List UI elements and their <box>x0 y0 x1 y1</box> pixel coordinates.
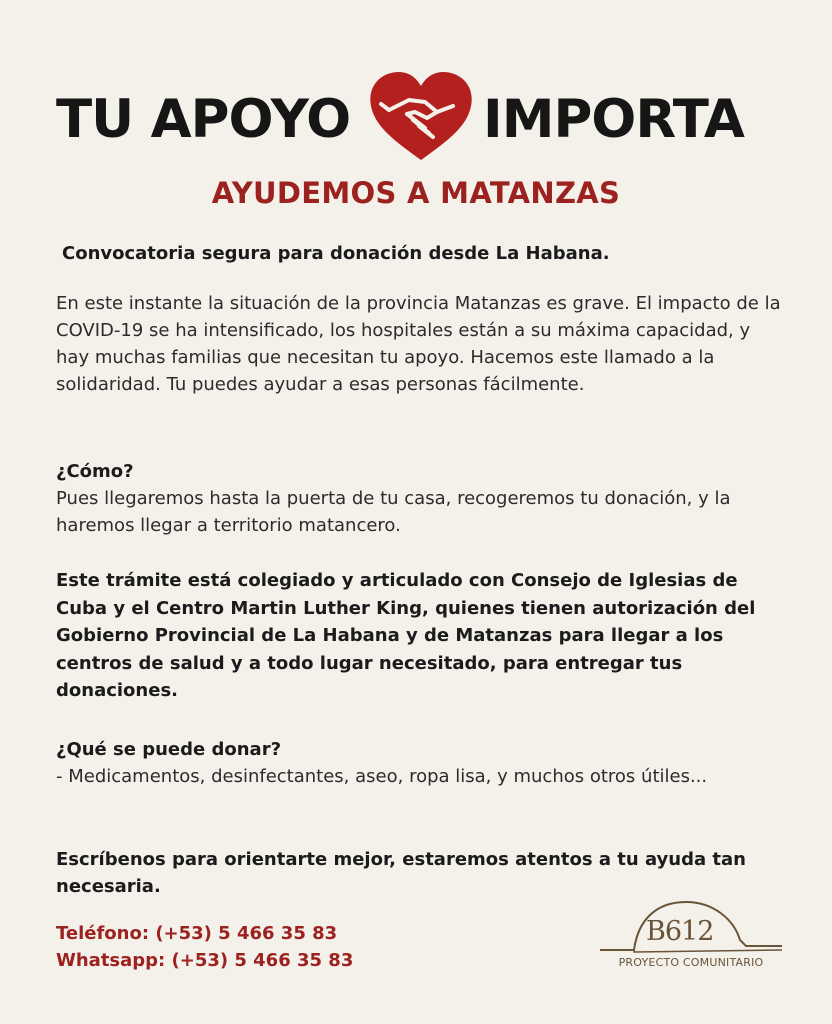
question-what: ¿Qué se puede donar? <box>56 739 282 760</box>
answer-what: - Medicamentos, desinfectantes, aseo, ropa lisa, y muchos otros útiles... <box>56 766 708 787</box>
subtitle: AYUDEMOS A MATANZAS <box>211 176 621 210</box>
heart-handshake-icon <box>367 70 475 164</box>
intro-paragraph: En este instante la situación de la provincia Matanzas es grave. El impacto de la COVID-19 se ha intensificado, los hospitales están a su máxima capacidad, y hay muchas familias que necesitan tu apoyo. Hacemos este llamado a la solidaridad. Tu puedes ayudar a esas personas fácilmente. <box>56 293 781 395</box>
headline-word-right: IMPORTA <box>483 89 744 150</box>
authorization-paragraph: Este trámite está colegiado y articulado con Consejo de Iglesias de Cuba y el Centro Martin Luther King, quienes tienen autorización del Gobierno Provincial de La Habana y de Matanzas para llegar a los centros de salud y a todo lugar necesitado, para entregar tus donaciones. <box>56 570 756 701</box>
closing-paragraph: Escríbenos para orientarte mejor, estaremos atentos a tu ayuda tan necesaria. <box>56 849 746 897</box>
logo-mark: B612 <box>646 916 714 947</box>
callout-text: Convocatoria segura para donación desde La Habana. <box>62 243 610 264</box>
logo-caption: PROYECTO COMUNITARIO <box>618 956 764 969</box>
headline <box>0 70 832 170</box>
question-how: ¿Cómo? <box>56 461 134 482</box>
headline-word-left: TU APOYO <box>56 89 351 150</box>
phone-number: Teléfono: (+53) 5 466 35 83 <box>56 923 338 944</box>
whatsapp-number: Whatsapp: (+53) 5 466 35 83 <box>56 950 354 971</box>
answer-how: Pues llegaremos hasta la puerta de tu casa, recogeremos tu donación, y la haremos llegar a territorio matancero. <box>56 488 731 536</box>
